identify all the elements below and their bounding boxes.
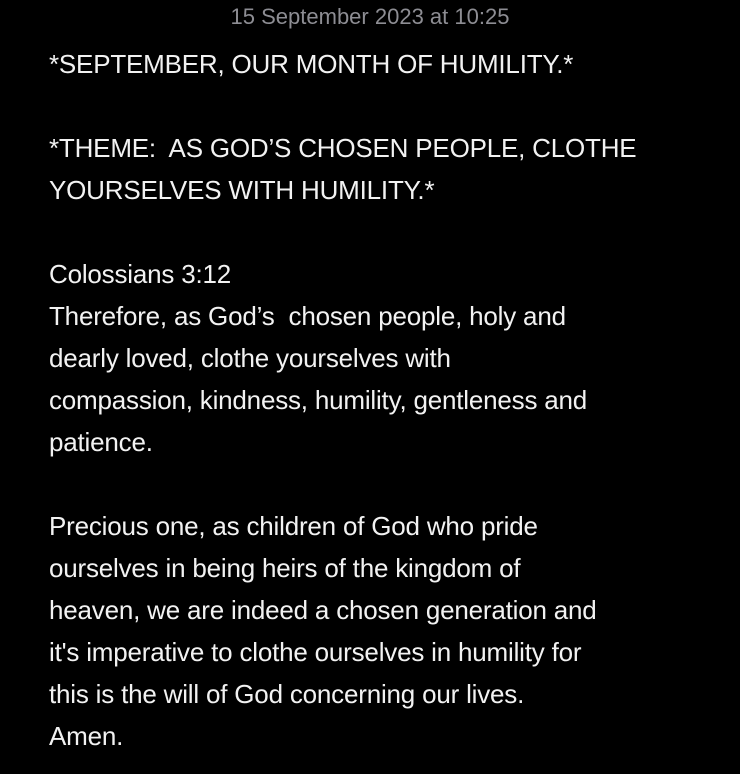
note-date: 15 September 2023 at 10:25	[230, 4, 510, 29]
note-line: Therefore, as God’s chosen people, holy and	[49, 301, 566, 331]
note-line: patience.	[49, 427, 153, 457]
note-paragraph	[49, 505, 729, 757]
note-line: it's imperative to clothe ourselves in humility for	[49, 637, 582, 667]
note-line: compassion, kindness, humility, gentleness and	[49, 385, 588, 415]
note-line: Colossians 3:12	[49, 259, 231, 289]
paragraph-spacer	[49, 463, 729, 505]
note-paragraph	[49, 253, 729, 463]
note-line: *THEME: AS GOD’S CHOSEN PEOPLE, CLOTHE	[49, 133, 637, 163]
note-line: *SEPTEMBER, OUR MONTH OF HUMILITY.*	[49, 49, 574, 79]
note-line: Amen.	[49, 721, 124, 751]
note-line: ourselves in being heirs of the kingdom of	[49, 553, 521, 583]
note-body[interactable]	[49, 43, 729, 757]
note-line: heaven, we are indeed a chosen generation and	[49, 595, 597, 625]
note-line: Precious one, as children of God who pride	[49, 511, 538, 541]
paragraph-spacer	[49, 211, 729, 253]
note-line: YOURSELVES WITH HUMILITY.*	[49, 175, 435, 205]
note-line: this is the will of God concerning our lives.	[49, 679, 525, 709]
note-paragraph	[49, 43, 729, 85]
paragraph-spacer	[49, 85, 729, 127]
note-line: dearly loved, clothe yourselves with	[49, 343, 451, 373]
note-paragraph	[49, 127, 729, 211]
